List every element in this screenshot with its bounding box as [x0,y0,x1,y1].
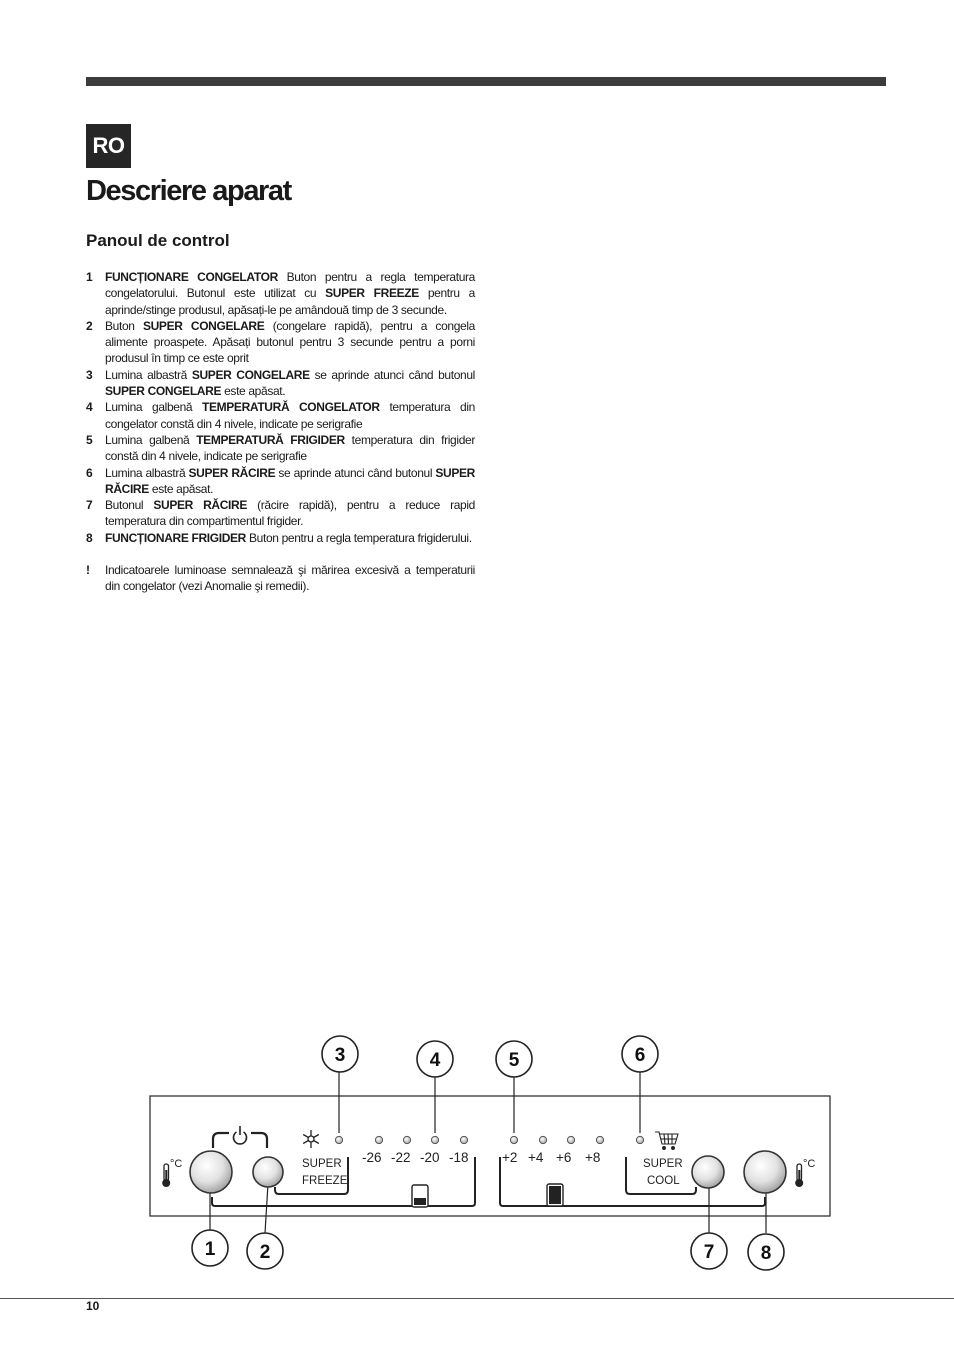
celsius-label: °C [803,1158,816,1170]
note-text: Indicatoarele luminoase semnalează şi mărirea excesivă a temperaturii din congelator (vezi Anomalie şi remedii). [105,563,475,594]
freezer-temp-label: -22 [391,1150,411,1165]
list-item [86,269,475,318]
page-title: Descriere aparat [86,175,291,207]
super-freeze-label-line1: SUPER [302,1158,342,1170]
item-text: Lumina galbenă TEMPERATURĂ FRIGIDER temperatura din frigider constă din 4 nivele, indicate pe serigrafie [105,432,475,464]
item-text: Lumina albastră SUPER RĂCIRE se aprinde atunci când butonul SUPER RĂCIRE este apăsat. [105,465,475,496]
super-cool-label-line2: COOL [647,1175,680,1187]
item-text: Lumina galbenă TEMPERATURĂ CONGELATOR temperatura din congelator constă din 4 nivele, indicate pe serigrafie [105,400,475,431]
item-number: 2 [86,318,93,333]
item-number: 3 [86,367,93,382]
freezer-temp-led [375,1136,382,1143]
freezer-temp-led [403,1136,410,1143]
top-rule [86,77,886,86]
list-item [86,465,475,498]
item-text: Butonul SUPER RĂCIRE (răcire rapidă), pentru a reduce rapid temperatura din compartimentul frigider. [105,498,476,529]
fridge-knob[interactable] [744,1151,786,1193]
freezer-temp-led [460,1136,467,1143]
control-panel-diagram [0,1020,954,1300]
callout-label: 8 [760,1243,772,1264]
item-number: 1 [86,270,93,284]
fridge-temp-led [510,1136,517,1143]
thermometer-icon [795,1164,803,1187]
note-symbol: ! [86,563,90,578]
language-badge: RO [86,124,131,168]
freezer-temp-led [431,1136,438,1143]
list-item [86,432,475,465]
item-text: Lumina albastră SUPER CONGELARE se aprinde atunci când butonul SUPER CONGELARE este apăsat. [105,367,475,399]
fridge-temp-label: +6 [556,1150,572,1165]
fridge-temp-led [567,1136,574,1143]
item-number: 7 [86,498,93,513]
fridge-temp-label: +2 [502,1150,518,1165]
callout-label: 5 [508,1050,520,1071]
fridge-temp-led [596,1136,603,1143]
freezer-knob[interactable] [190,1151,232,1193]
footer-rule [0,1298,954,1299]
list-item [86,530,475,546]
freezer-temp-label: -20 [420,1150,440,1165]
list-item [86,367,475,400]
item-number: 4 [86,400,93,415]
super-cool-button[interactable] [692,1156,724,1188]
fridge-temp-led [539,1136,546,1143]
callout-label: 2 [259,1242,271,1263]
list-item [86,497,475,530]
note-item [86,562,475,595]
item-text: FUNCȚIONARE CONGELATOR Buton pentru a regla temperatura congelatorului. Butonul este utilizat cu SUPER FREEZE pentru a aprinde/stinge produsul, apăsați-le pe amândouă timp de 3 secunde. [105,270,476,317]
list-item [86,399,475,432]
callout-label: 6 [634,1045,646,1066]
item-text: FUNCȚIONARE FRIGIDER Buton pentru a regla temperatura frigiderului. [105,530,472,545]
callout-label: 4 [429,1050,441,1071]
fridge-compartment-icon [547,1184,563,1206]
super-freeze-label-line2: FREEZE [302,1175,348,1187]
super-cool-label-line1: SUPER [643,1158,683,1170]
fridge-temp-label: +4 [528,1150,544,1165]
item-text: Buton SUPER CONGELARE (congelare rapidă), pentru a congela alimente proaspete. Apăsați butonul pentru 3 secunde pentru a porni produsul în timp ce este oprit [105,318,476,366]
callout-label: 1 [204,1239,216,1260]
item-number: 6 [86,465,93,480]
list-item [86,318,475,367]
panel-frame [150,1096,830,1216]
super-freeze-led [335,1136,342,1143]
freezer-temp-label: -26 [362,1150,382,1165]
freezer-temp-label: -18 [449,1150,469,1165]
thermometer-icon [162,1164,170,1187]
freezer-compartment-icon [412,1185,428,1207]
celsius-label: °C [170,1158,183,1170]
section-title: Panoul de control [86,231,230,250]
super-cool-led [636,1136,643,1143]
page-number: 10 [86,1299,100,1313]
callout-label: 7 [703,1242,715,1263]
callout-label: 3 [334,1045,346,1066]
item-number: 8 [86,530,93,545]
control-panel-descriptions [86,269,475,595]
fridge-temp-label: +8 [585,1150,601,1165]
super-freeze-button[interactable] [253,1157,283,1187]
item-number: 5 [86,432,93,447]
